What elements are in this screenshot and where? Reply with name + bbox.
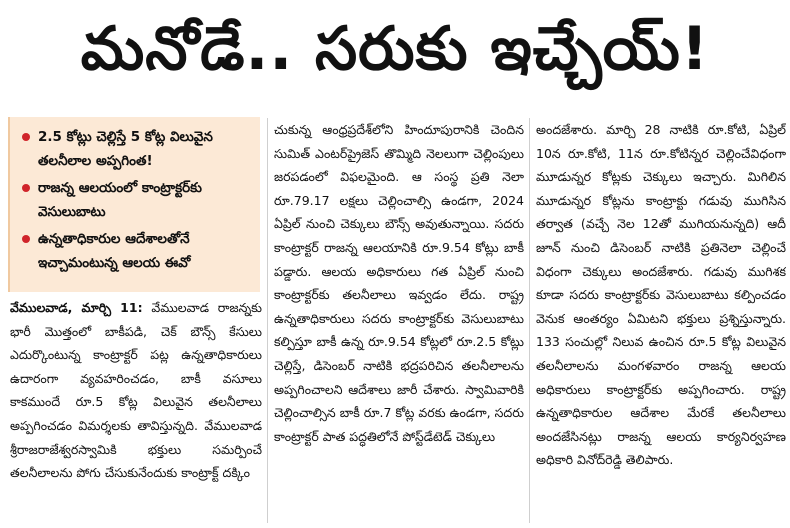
article-text: చుకున్న ఆంధ్రప్రదేశ్‌లోని హిందూపురానికి చెందిన సుమిత్‌ ఎంటర్‌ప్రైజెస్‌ తొమ్మిది నెలలుగా చెల్లింపులు జరపడంలో విఫలమైంది. ఆ సంస్థ ప్రతి నెలా రూ.79.17 లక్షలు చెల్లించాల్సి ఉండగా, 2024 ఏప్రిల్‌ నుంచి చెక్కులు బౌన్స్‌ అవుతున్నాయి. సదరు కాంట్రాక్టర్‌ రాజన్న ఆలయానికి రూ.9.54 కోట్లు బాకీ పడ్డారు. ఆలయ అధికారులు గత ఏప్రిల్‌ నుంచి కాంట్రాక్టర్‌కు తలనీలాలు ఇవ్వడం లేదు. రాష్ట్ర ఉన్నతాధికారులు సదరు కాంట్రాక్టర్‌కు వెసులుబాటు కల్పిస్తూ బాకీ ఉన్న రూ.9.54 కోట్లలో రూ.2.5 కోట్లు చెల్లిస్తే, డిసెంబర్‌ నాటికి భద్రపరిచిన తలనీలాలను అప్పగించాలని ఆదేశాలు జారీ చేశారు. స్వామివారికి చెల్లించాల్సిన బాకీ రూ.7 కోట్ల వరకు ఉండగా, సదరు కాంట్రాక్టర్‌ పాత పద్ధతిలోనే పోస్ట్‌డేటెడ్‌ చెక్కులు xyxy=(274,122,524,444)
highlight-text: ఉన్నతాధికారుల ఆదేశాలతోనే ఇచ్చామంటున్న ఆలయ ఈవో xyxy=(38,231,191,271)
article-text: వేములవాడ రాజన్నకు భారీ మొత్తంలో బాకీపడి, చెక్‌ బౌన్స్‌ కేసులు ఎదుర్కొంటున్న కాంట్రాక్టర్‌ పట్ల ఉన్నతాధికారులు ఉదారంగా వ్యవహరించడం, బాకీ వసూలు కాకముందే రూ.5 కోట్ల విలువైన తలనీలాలు అప్పగించడం విమర్శలకు తావిస్తున్నది. వేములవాడ శ్రీరాజరాజేశ్వరస్వామికి భక్తులు సమర్పించే తలనీలాలను పోగు చేసుకునేందుకు కాంట్రాక్ట్‌ దక్కిం xyxy=(10,300,262,481)
bullet-icon xyxy=(22,133,30,141)
article-paragraph xyxy=(10,296,262,485)
headline: మనోడే.. సరుకు ఇచ్చేయ్! xyxy=(80,14,710,84)
article-column-1 xyxy=(10,296,262,526)
highlights-box xyxy=(8,117,260,292)
highlight-item xyxy=(20,176,254,224)
article-column-2 xyxy=(274,118,524,526)
article-column-3 xyxy=(536,118,786,526)
bullet-icon xyxy=(22,184,30,192)
highlight-item xyxy=(20,227,254,275)
highlight-text: రాజన్న ఆలయంలో కాంట్రాక్టర్‌కు వెసులుబాటు xyxy=(38,180,202,220)
highlight-item xyxy=(20,125,254,173)
bullet-icon xyxy=(22,235,30,243)
highlight-text: 2.5 కోట్లు చెల్లిస్తే 5 కోట్ల విలువైన తలనీలాల అప్పగింత! xyxy=(38,129,213,169)
dateline: వేములవాడ, మార్చి 11: xyxy=(10,300,143,315)
column-divider xyxy=(267,118,268,523)
column-divider xyxy=(529,118,530,523)
article-text: అందజేశారు. మార్చి 28 నాటికి రూ.కోటి, ఏప్రిల్‌ 10న రూ.కోటి, 11న రూ.కోటిన్నర చెల్లించేవిధంగా మూడున్నర కోట్లకు చెక్కులు ఇచ్చారు. మిగిలిన మూడున్నర కోట్లను కాంట్రాక్టు గడువు ముగిసిన తర్వాత (వచ్చే నెల 12తో ముగియనున్నది) ఆదీ జూన్‌ నుంచి డిసెంబర్‌ నాటికి ప్రతినెలా చెల్లించే విధంగా చెక్కులు అందజేశారు. గడువు ముగిశక కూడా సదరు కాంట్రాక్టర్‌కు వెసులుబాటు కల్పించడం వెనుక ఆంతర్యం ఏమిటని భక్తులు ప్రశ్నిస్తున్నారు. 133 సంచుల్లో నిలువ ఉంచిన రూ.5 కోట్ల విలువైన తలనీలాలను మంగళవారం రాజన్న ఆలయ అధికారులు కాంట్రాక్టర్‌కు అప్పగించారు. రాష్ట్ర ఉన్నతాధికారుల ఆదేశాల మేరకే తలనీలాలు అందజేసినట్లు రాజన్న ఆలయ కార్యనిర్వహణ అధికారి వినోద్‌రెడ్డి తెలిపారు. xyxy=(536,122,786,468)
